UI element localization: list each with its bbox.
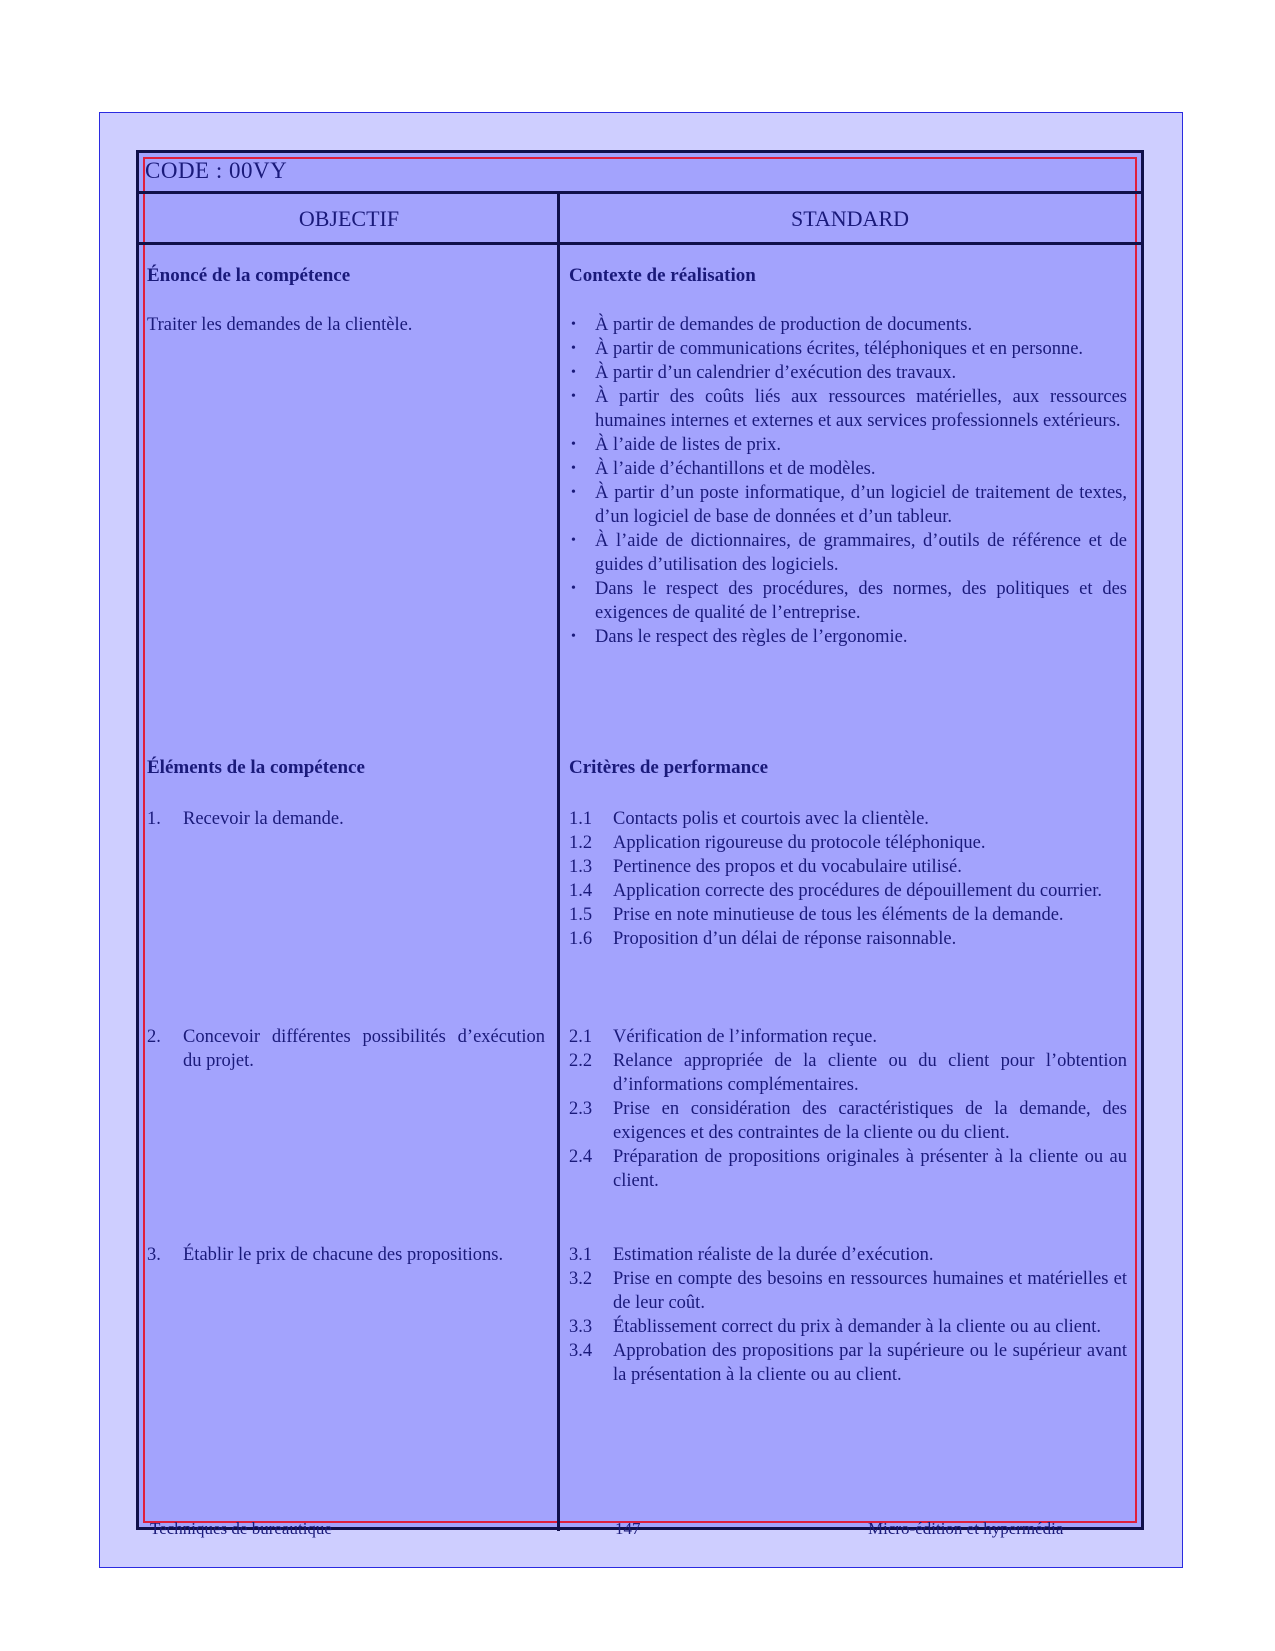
enonce-section (147, 265, 545, 337)
enonce-text: Traiter les demandes de la clientèle. (147, 315, 413, 335)
bullet-icon: • (571, 629, 576, 644)
criterion-text: Prise en note minutieuse de tous les éléments de la demande. (613, 905, 1064, 925)
criterion-item (569, 1049, 1127, 1097)
element-text: Recevoir la demande. (183, 809, 344, 829)
criterion-text: Application correcte des procédures de dépouillement du courrier. (613, 881, 1103, 901)
footer-left: Techniques de bureautique (150, 1519, 332, 1538)
code-row (139, 153, 1141, 194)
criteria-list (569, 807, 1127, 951)
contexte-item-text: À l’aide d’échantillons et de modèles. (595, 459, 876, 479)
criteria-group (569, 1243, 1127, 1387)
bullet-icon: • (571, 389, 576, 404)
criterion-number: 1.1 (569, 809, 593, 829)
contexte-item (569, 361, 1127, 385)
criterion-text: Contacts polis et courtois avec la clientèle. (613, 809, 929, 829)
criterion-text: Approbation des propositions par la supérieure ou le supérieur avant la présentation à la cliente ou au client. (613, 1341, 1127, 1385)
element-number: 3. (147, 1245, 161, 1265)
bullet-icon: • (571, 341, 576, 356)
bullet-icon: • (571, 461, 576, 476)
element-text: Concevoir différentes possibilités d’exécution du projet. (183, 1027, 545, 1071)
element-text-block (147, 807, 545, 831)
criterion-number: 1.2 (569, 833, 593, 853)
criterion-item (569, 1267, 1127, 1315)
criterion-item (569, 831, 1127, 855)
element-item (147, 807, 545, 831)
criterion-number: 2.2 (569, 1051, 593, 1071)
column-divider (557, 194, 560, 1531)
criteres-title: Critères de performance (569, 757, 769, 778)
criterion-text: Proposition d’un délai de réponse raisonnable. (613, 929, 957, 949)
criterion-item (569, 807, 1127, 831)
elements-title-wrap (147, 757, 545, 779)
criterion-text: Vérification de l’information reçue. (613, 1027, 878, 1047)
contexte-item (569, 577, 1127, 625)
criteres-title-wrap (569, 757, 1127, 779)
criterion-number: 2.4 (569, 1147, 593, 1167)
competency-table (136, 150, 1144, 1530)
standard-header: STANDARD (790, 206, 910, 231)
criterion-item (569, 927, 1127, 951)
element-number: 1. (147, 809, 161, 829)
contexte-item (569, 313, 1127, 337)
criterion-number: 3.4 (569, 1341, 593, 1361)
contexte-item-text: À l’aide de listes de prix. (595, 435, 781, 455)
criterion-item (569, 903, 1127, 927)
contexte-item-text: À l’aide de dictionnaires, de grammaires, d’outils de référence et de guides d’utilisation des logiciels. (595, 531, 1127, 575)
contexte-list (569, 313, 1127, 649)
competency-code: CODE : 00VY (145, 158, 288, 183)
contexte-item-text: Dans le respect des procédures, des normes, des politiques et des exigences de qualité de l’entreprise. (595, 579, 1127, 623)
contexte-item (569, 433, 1127, 457)
contexte-item-text: À partir de communications écrites, téléphoniques et en personne. (595, 339, 1084, 359)
elements-title: Éléments de la compétence (147, 757, 365, 778)
criterion-text: Prise en considération des caractéristiques de la demande, des exigences et des contraintes de la cliente ou du client. (613, 1099, 1127, 1143)
bullet-icon: • (571, 581, 576, 596)
criteria-list (569, 1243, 1127, 1387)
criterion-text: Prise en compte des besoins en ressources humaines et matérielles et de leur coût. (613, 1269, 1127, 1313)
element-item (147, 1243, 545, 1267)
criterion-item (569, 1339, 1127, 1387)
criterion-number: 1.5 (569, 905, 593, 925)
objective-header: OBJECTIF (298, 206, 400, 231)
criterion-text: Établissement correct du prix à demander à la cliente ou au client. (613, 1317, 1101, 1337)
criterion-number: 2.3 (569, 1099, 593, 1119)
bullet-icon: • (571, 317, 576, 332)
criterion-item (569, 1315, 1127, 1339)
contexte-item-text: À partir d’un calendrier d’exécution des travaux. (595, 363, 957, 383)
element-text-block (147, 1025, 545, 1073)
header-row (139, 194, 1141, 245)
contexte-item-text: À partir de demandes de production de documents. (595, 315, 973, 335)
criterion-text: Application rigoureuse du protocole téléphonique. (613, 833, 986, 853)
enonce-title: Énoncé de la compétence (147, 265, 351, 286)
criterion-text: Préparation de propositions originales à présenter à la cliente ou au client. (613, 1147, 1127, 1191)
criterion-text: Estimation réaliste de la durée d’exécution. (613, 1245, 934, 1265)
criterion-number: 1.6 (569, 929, 593, 949)
element-number: 2. (147, 1027, 161, 1047)
contexte-item (569, 385, 1127, 433)
contexte-item-text: À partir d’un poste informatique, d’un logiciel de traitement de textes, d’un logiciel de base de données et d’un tableur. (595, 483, 1127, 527)
criterion-number: 3.1 (569, 1245, 593, 1265)
criterion-item (569, 1145, 1127, 1193)
contexte-item (569, 337, 1127, 361)
contexte-item-text: Dans le respect des règles de l’ergonomie. (595, 627, 908, 647)
criteria-group (569, 807, 1127, 951)
bullet-icon: • (571, 365, 576, 380)
element-text-block (147, 1243, 545, 1267)
criterion-item (569, 1097, 1127, 1145)
criterion-number: 3.3 (569, 1317, 593, 1337)
contexte-item (569, 529, 1127, 577)
criterion-text: Relance appropriée de la cliente ou du client pour l’obtention d’informations complémentaires. (613, 1051, 1127, 1095)
contexte-section (569, 265, 1127, 649)
criterion-text: Pertinence des propos et du vocabulaire utilisé. (613, 857, 962, 877)
criterion-number: 1.3 (569, 857, 593, 877)
criteria-list (569, 1025, 1127, 1193)
criterion-item (569, 855, 1127, 879)
criterion-item (569, 1243, 1127, 1267)
contexte-item-text: À partir des coûts liés aux ressources matérielles, aux ressources humaines internes et externes et aux services professionnels extérieurs. (595, 387, 1127, 431)
criterion-number: 2.1 (569, 1027, 593, 1047)
contexte-item (569, 481, 1127, 529)
footer-right: Micro-édition et hypermédia (868, 1519, 1064, 1538)
bullet-icon: • (571, 533, 576, 548)
bullet-icon: • (571, 485, 576, 500)
contexte-title: Contexte de réalisation (569, 265, 756, 286)
contexte-item (569, 625, 1127, 649)
criterion-number: 1.4 (569, 881, 593, 901)
page-number: 147 (615, 1519, 641, 1538)
criteria-group (569, 1025, 1127, 1193)
criterion-item (569, 879, 1127, 903)
criterion-number: 3.2 (569, 1269, 593, 1289)
criterion-item (569, 1025, 1127, 1049)
contexte-item (569, 457, 1127, 481)
bullet-icon: • (571, 437, 576, 452)
element-text: Établir le prix de chacune des propositions. (183, 1245, 504, 1265)
element-item (147, 1025, 545, 1073)
